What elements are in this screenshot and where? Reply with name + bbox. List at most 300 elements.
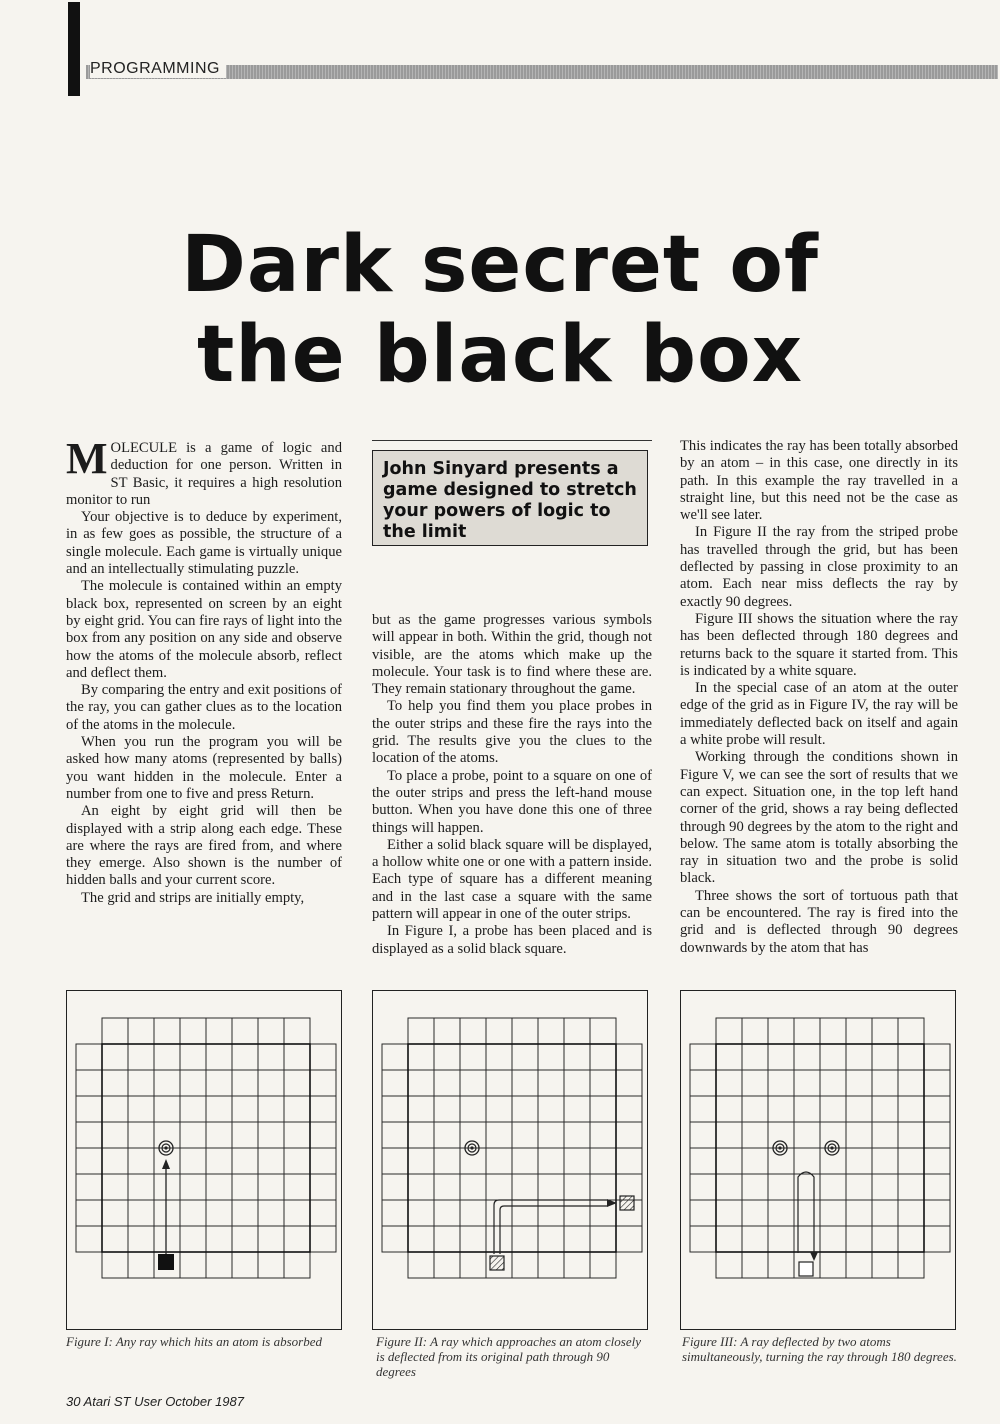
grid-cell: [898, 1148, 924, 1174]
grid-cell: [180, 1096, 206, 1122]
paragraph: To help you find them you place probes in the outer strips and these fire the rays into the grid. The results give you the clues to the location of the atoms.: [372, 698, 652, 767]
grid-cell: [232, 1044, 258, 1070]
grid-cell: [512, 1148, 538, 1174]
probe-strip-cell: [616, 1070, 642, 1096]
grid-cell: [590, 1122, 616, 1148]
probe-strip-cell: [512, 1252, 538, 1278]
grid-cell: [232, 1226, 258, 1252]
grid-cell: [154, 1174, 180, 1200]
grid-cell: [232, 1070, 258, 1096]
probe-strip-cell: [76, 1096, 102, 1122]
grid-cell: [590, 1096, 616, 1122]
grid-cell: [460, 1174, 486, 1200]
probe-strip-cell: [408, 1252, 434, 1278]
figure-3-caption: Figure III: A ray deflected by two atoms simultaneously, turning the ray through 180 degrees.: [682, 1334, 957, 1364]
grid-cell: [434, 1200, 460, 1226]
grid-cell: [180, 1226, 206, 1252]
grid-cell: [768, 1070, 794, 1096]
probe-strip-cell: [258, 1252, 284, 1278]
probe-strip-cell: [690, 1226, 716, 1252]
probe-strip-cell: [76, 1122, 102, 1148]
grid-cell: [128, 1200, 154, 1226]
grid-cell: [794, 1148, 820, 1174]
paragraph: Three shows the sort of tortuous path that can be encountered. The ray is fired into the grid and is deflected through 90 degrees downwards by the atom that has: [680, 887, 958, 956]
grid-cell: [538, 1148, 564, 1174]
probe-strip-cell: [310, 1044, 336, 1070]
grid-cell: [206, 1226, 232, 1252]
grid-cell: [512, 1044, 538, 1070]
grid-cell: [206, 1070, 232, 1096]
probe-strip-cell: [898, 1018, 924, 1044]
grid-cell: [486, 1070, 512, 1096]
probe-strip-cell: [616, 1148, 642, 1174]
page-folio: 30 Atari ST User October 1987: [66, 1394, 244, 1409]
striped-probe-entry: [490, 1256, 504, 1270]
grid-cell: [872, 1122, 898, 1148]
probe-strip-cell: [564, 1252, 590, 1278]
paragraph: In the special case of an atom at the outer edge of the grid as in Figure IV, the ray will be immediately deflected back on itself and again a white probe will result.: [680, 680, 958, 749]
grid-cell: [820, 1226, 846, 1252]
grid-cell: [180, 1200, 206, 1226]
grid-cell: [460, 1200, 486, 1226]
probe-strip-cell: [434, 1018, 460, 1044]
paragraph: In Figure II the ray from the striped probe has travelled through the grid, but has been deflected by passing in close proximity to an atom. Each near miss deflects the ray by exactly 90 degrees.: [680, 524, 958, 610]
title-line-2: the black box: [196, 310, 804, 400]
grid-cell: [180, 1174, 206, 1200]
grid-cell: [538, 1200, 564, 1226]
solid-probe: [158, 1254, 174, 1270]
promo-rule: [372, 440, 652, 441]
probe-strip-cell: [76, 1148, 102, 1174]
probe-strip-cell: [742, 1018, 768, 1044]
probe-strip-cell: [898, 1252, 924, 1278]
grid-cell: [284, 1174, 310, 1200]
probe-strip-cell: [690, 1200, 716, 1226]
probe-strip-cell: [310, 1174, 336, 1200]
probe-strip-cell: [616, 1226, 642, 1252]
grid-cell: [128, 1174, 154, 1200]
grid-cell: [206, 1044, 232, 1070]
grid-cell: [872, 1044, 898, 1070]
grid-cell: [434, 1070, 460, 1096]
grid-cell: [408, 1122, 434, 1148]
probe-strip-cell: [258, 1018, 284, 1044]
grid-cell: [898, 1226, 924, 1252]
grid-cell: [102, 1096, 128, 1122]
probe-strip-cell: [382, 1226, 408, 1252]
grid-cell: [564, 1044, 590, 1070]
grid-cell: [538, 1226, 564, 1252]
grid-cell: [564, 1122, 590, 1148]
grid-cell: [872, 1070, 898, 1096]
grid-cell: [258, 1148, 284, 1174]
probe-strip-cell: [742, 1252, 768, 1278]
paragraph: Figure III shows the situation where the ray has been deflected through 180 degrees and returns back to the square it started from. This is indicated by a white square.: [680, 610, 958, 679]
paragraph: Either a solid black square will be displayed, a hollow white one or one with a pattern inside. Each type of square has a different meaning and in the last case a square with the same pattern will appear in one of the outer strips.: [372, 836, 652, 923]
grid-cell: [742, 1200, 768, 1226]
probe-strip-cell: [538, 1018, 564, 1044]
grid-cell: [846, 1044, 872, 1070]
ray-arrowhead: [162, 1159, 170, 1169]
grid-cell: [284, 1200, 310, 1226]
paragraph: The grid and strips are initially empty,: [81, 889, 305, 906]
probe-strip-cell: [924, 1096, 950, 1122]
probe-strip-cell: [690, 1096, 716, 1122]
grid-cell: [742, 1096, 768, 1122]
grid-cell: [486, 1044, 512, 1070]
grid-cell: [512, 1200, 538, 1226]
figure-3: [680, 990, 956, 1330]
probe-strip-cell: [310, 1148, 336, 1174]
probe-strip-cell: [924, 1044, 950, 1070]
grid-cell: [768, 1096, 794, 1122]
grid-cell: [102, 1070, 128, 1096]
figure-1: [66, 990, 342, 1330]
grid-cell: [716, 1226, 742, 1252]
grid-cell: [128, 1044, 154, 1070]
grid-cell: [486, 1148, 512, 1174]
grid-cell: [742, 1174, 768, 1200]
probe-strip-cell: [460, 1252, 486, 1278]
probe-strip-cell: [924, 1148, 950, 1174]
grid-cell: [872, 1148, 898, 1174]
grid-cell: [590, 1174, 616, 1200]
probe-strip-cell: [128, 1252, 154, 1278]
grid-cell: [716, 1122, 742, 1148]
grid-cell: [846, 1070, 872, 1096]
probe-strip-cell: [590, 1018, 616, 1044]
grid-cell: [538, 1070, 564, 1096]
grid-cell: [768, 1174, 794, 1200]
probe-strip-cell: [206, 1252, 232, 1278]
probe-strip-cell: [284, 1252, 310, 1278]
grid-cell: [742, 1044, 768, 1070]
probe-strip-cell: [76, 1174, 102, 1200]
grid-cell: [460, 1096, 486, 1122]
grid-cell: [564, 1200, 590, 1226]
grid-cell: [794, 1044, 820, 1070]
probe-strip-cell: [310, 1200, 336, 1226]
title-line-1: Dark secret of: [181, 220, 819, 310]
grid-cell: [846, 1148, 872, 1174]
board-grid: [690, 1018, 950, 1278]
grid-cell: [538, 1122, 564, 1148]
section-label: PROGRAMMING: [90, 60, 226, 78]
grid-cell: [408, 1174, 434, 1200]
grid-cell: [898, 1070, 924, 1096]
grid-cell: [408, 1148, 434, 1174]
grid-cell: [716, 1044, 742, 1070]
column-1: [66, 434, 342, 907]
probe-strip-cell: [154, 1018, 180, 1044]
grid-cell: [128, 1148, 154, 1174]
grid-cell: [434, 1096, 460, 1122]
grid-cell: [408, 1200, 434, 1226]
grid-cell: [846, 1122, 872, 1148]
paragraph: To place a probe, point to a square on one of the outer strips and press the left-hand mouse button. When you have done this one of three things will happen.: [372, 767, 652, 836]
grid-cell: [180, 1070, 206, 1096]
probe-strip-cell: [590, 1252, 616, 1278]
grid-cell: [434, 1044, 460, 1070]
grid-cell: [820, 1070, 846, 1096]
grid-cell: [898, 1122, 924, 1148]
grid-cell: [742, 1148, 768, 1174]
probe-strip-cell: [76, 1200, 102, 1226]
grid-cell: [872, 1096, 898, 1122]
grid-cell: [898, 1174, 924, 1200]
grid-cell: [206, 1122, 232, 1148]
grid-cell: [846, 1200, 872, 1226]
grid-cell: [102, 1044, 128, 1070]
grid-cell: [408, 1070, 434, 1096]
grid-cell: [820, 1200, 846, 1226]
grid-cell: [486, 1226, 512, 1252]
paragraph: In Figure I, a probe has been placed and is displayed as a solid black square.: [372, 923, 652, 957]
probe-strip-cell: [820, 1018, 846, 1044]
grid-cell: [232, 1148, 258, 1174]
grid-cell: [408, 1096, 434, 1122]
grid-cell: [590, 1148, 616, 1174]
figure-1-diagram: [67, 991, 340, 1328]
probe-strip-cell: [76, 1044, 102, 1070]
grid-cell: [898, 1200, 924, 1226]
probe-strip-cell: [690, 1174, 716, 1200]
grid-cell: [258, 1044, 284, 1070]
probe-strip-cell: [846, 1252, 872, 1278]
probe-strip-cell: [564, 1018, 590, 1044]
probe-strip-cell: [690, 1148, 716, 1174]
grid-cell: [564, 1226, 590, 1252]
probe-strip-cell: [434, 1252, 460, 1278]
grid-cell: [232, 1122, 258, 1148]
probe-strip-cell: [284, 1018, 310, 1044]
probe-strip-cell: [846, 1018, 872, 1044]
grid-cell: [820, 1096, 846, 1122]
probe-strip-cell: [924, 1070, 950, 1096]
probe-strip-cell: [382, 1174, 408, 1200]
probe-strip-cell: [872, 1252, 898, 1278]
grid-cell: [232, 1200, 258, 1226]
probe-strip-cell: [616, 1044, 642, 1070]
grid-cell: [846, 1174, 872, 1200]
grid-cell: [180, 1122, 206, 1148]
probe-strip-cell: [102, 1018, 128, 1044]
grid-cell: [128, 1096, 154, 1122]
paragraph: An eight by eight grid will then be displayed with a strip along each edge. These are where the rays are fired from, and where they emerge. Also shown is the number of hidden balls and your current score.: [66, 803, 342, 889]
grid-cell: [128, 1070, 154, 1096]
grid-cell: [794, 1070, 820, 1096]
grid-cell: [206, 1096, 232, 1122]
grid-cell: [434, 1174, 460, 1200]
standfirst-box: [372, 450, 648, 546]
grid-cell: [512, 1096, 538, 1122]
grid-cell: [408, 1044, 434, 1070]
grid-cell: [768, 1200, 794, 1226]
probe-strip-cell: [382, 1200, 408, 1226]
grid-cell: [102, 1174, 128, 1200]
paragraph-text: OLECULE is a game of logic and deduction for one person. Written in ST Basic, it requires a high resolution monitor to run: [66, 440, 342, 508]
grid-cell: [206, 1148, 232, 1174]
drop-cap: M: [66, 434, 108, 483]
grid-cell: [154, 1200, 180, 1226]
grid-cell: [564, 1096, 590, 1122]
grid-cell: [284, 1044, 310, 1070]
probe-strip-cell: [924, 1122, 950, 1148]
grid-cell: [716, 1070, 742, 1096]
paragraph: Your objective is to deduce by experiment, in as few goes as possible, the structure of a single molecule. Each game is virtually unique and an intellectually stimulating puzzle.: [66, 509, 342, 578]
paragraph: Working through the conditions shown in Figure V, we can see the sort of results that we can expect. Situation one, in the top left hand corner of the grid, shows a ray being deflected through 90 degrees by the atom to the right and below. The same atom is totally absorbing the ray in situation two and the probe is solid black.: [680, 749, 958, 887]
standfirst-text: John Sinyard presents a game designed to stretch your powers of logic to the limit: [383, 459, 637, 542]
grid-cell: [258, 1200, 284, 1226]
grid-cell: [512, 1070, 538, 1096]
ray-path: [798, 1172, 814, 1253]
probe-strip-cell: [512, 1018, 538, 1044]
paragraph: This indicates the ray has been totally absorbed by an atom – in this case, one directly in its path. In this example the ray travelled in a straight line, but this need not be the case as we'll see later.: [680, 438, 958, 524]
grid-cell: [590, 1044, 616, 1070]
probe-strip-cell: [408, 1018, 434, 1044]
grid-cell: [564, 1070, 590, 1096]
grid-cell: [768, 1044, 794, 1070]
probe-strip-cell: [924, 1226, 950, 1252]
grid-cell: [512, 1226, 538, 1252]
grid-cell: [258, 1096, 284, 1122]
grid-cell: [716, 1148, 742, 1174]
probe-strip-cell: [76, 1070, 102, 1096]
grid-cell: [768, 1226, 794, 1252]
grid-cell: [742, 1070, 768, 1096]
grid-cell: [128, 1226, 154, 1252]
grid-cell: [872, 1174, 898, 1200]
paragraph: When you run the program you will be asked how many atoms (represented by balls) you want hidden in the molecule. Enter a number from one to five and press Return.: [66, 734, 342, 802]
probe-strip-cell: [820, 1252, 846, 1278]
white-probe: [799, 1262, 813, 1276]
probe-strip-cell: [616, 1096, 642, 1122]
grid-cell: [180, 1044, 206, 1070]
grid-cell: [154, 1070, 180, 1096]
column-2: [372, 612, 652, 958]
grid-cell: [460, 1044, 486, 1070]
probe-strip-cell: [716, 1018, 742, 1044]
probe-strip-cell: [232, 1018, 258, 1044]
grid-cell: [102, 1200, 128, 1226]
grid-cell: [434, 1148, 460, 1174]
probe-strip-cell: [690, 1122, 716, 1148]
grid-cell: [486, 1200, 512, 1226]
paragraph: By comparing the entry and exit positions of the ray, you can gather clues as to the location of the atoms in the molecule.: [66, 682, 342, 733]
grid-cell: [102, 1122, 128, 1148]
grid-cell: [206, 1174, 232, 1200]
grid-cell: [794, 1122, 820, 1148]
probe-strip-cell: [76, 1226, 102, 1252]
grid-cell: [284, 1070, 310, 1096]
grid-cell: [154, 1096, 180, 1122]
grid-cell: [102, 1226, 128, 1252]
grid-cell: [284, 1148, 310, 1174]
grid-cell: [846, 1096, 872, 1122]
grid-cell: [434, 1122, 460, 1148]
grid-cell: [460, 1226, 486, 1252]
probe-strip-cell: [616, 1122, 642, 1148]
grid-cell: [716, 1174, 742, 1200]
figure-3-diagram: [681, 991, 954, 1328]
grid-cell: [820, 1044, 846, 1070]
grid-cell: [742, 1226, 768, 1252]
paragraph: but as the game progresses various symbols will appear in both. Within the grid, though not visible, are the atoms which make up the molecule. Your task is to find where these are. They remain stationary throughout the game.: [372, 612, 652, 698]
grid-cell: [206, 1200, 232, 1226]
probe-strip-cell: [460, 1018, 486, 1044]
grid-cell: [512, 1174, 538, 1200]
header-side-bar: [68, 2, 80, 96]
grid-cell: [512, 1122, 538, 1148]
probe-strip-cell: [382, 1044, 408, 1070]
grid-cell: [872, 1200, 898, 1226]
grid-cell: [180, 1148, 206, 1174]
figure-1-caption: Figure I: Any ray which hits an atom is absorbed: [66, 1334, 323, 1349]
probe-strip-cell: [538, 1252, 564, 1278]
probe-strip-cell: [794, 1018, 820, 1044]
probe-strip-cell: [128, 1018, 154, 1044]
article-title: [0, 220, 1000, 400]
grid-cell: [564, 1148, 590, 1174]
grid-cell: [898, 1096, 924, 1122]
grid-cell: [258, 1070, 284, 1096]
probe-strip-cell: [924, 1200, 950, 1226]
probe-strip-cell: [382, 1096, 408, 1122]
grid-cell: [716, 1096, 742, 1122]
probe-strip-cell: [486, 1018, 512, 1044]
probe-strip-cell: [924, 1174, 950, 1200]
grid-cell: [820, 1174, 846, 1200]
grid-cell: [460, 1070, 486, 1096]
grid-cell: [102, 1148, 128, 1174]
grid-cell: [872, 1226, 898, 1252]
grid-cell: [284, 1122, 310, 1148]
probe-strip-cell: [382, 1070, 408, 1096]
grid-cell: [258, 1226, 284, 1252]
grid-cell: [538, 1044, 564, 1070]
grid-cell: [408, 1226, 434, 1252]
grid-cell: [258, 1122, 284, 1148]
grid-cell: [716, 1200, 742, 1226]
probe-strip-cell: [768, 1018, 794, 1044]
grid-cell: [590, 1226, 616, 1252]
probe-strip-cell: [382, 1122, 408, 1148]
grid-cell: [232, 1174, 258, 1200]
probe-strip-cell: [310, 1226, 336, 1252]
probe-strip-cell: [310, 1070, 336, 1096]
probe-strip-cell: [180, 1018, 206, 1044]
grid-cell: [538, 1096, 564, 1122]
grid-cell: [486, 1174, 512, 1200]
grid-cell: [564, 1174, 590, 1200]
probe-strip-cell: [180, 1252, 206, 1278]
grid-cell: [128, 1122, 154, 1148]
column-3: [680, 438, 958, 957]
grid-cell: [434, 1226, 460, 1252]
grid-cell: [486, 1122, 512, 1148]
probe-strip-cell: [768, 1252, 794, 1278]
grid-cell: [154, 1226, 180, 1252]
probe-strip-cell: [690, 1070, 716, 1096]
grid-cell: [846, 1226, 872, 1252]
board-grid: [76, 1018, 336, 1278]
paragraph: [66, 434, 342, 509]
figure-2-diagram: [373, 991, 646, 1328]
grid-cell: [794, 1096, 820, 1122]
ray-arrowhead: [810, 1252, 818, 1261]
grid-cell: [898, 1044, 924, 1070]
grid-cell: [538, 1174, 564, 1200]
